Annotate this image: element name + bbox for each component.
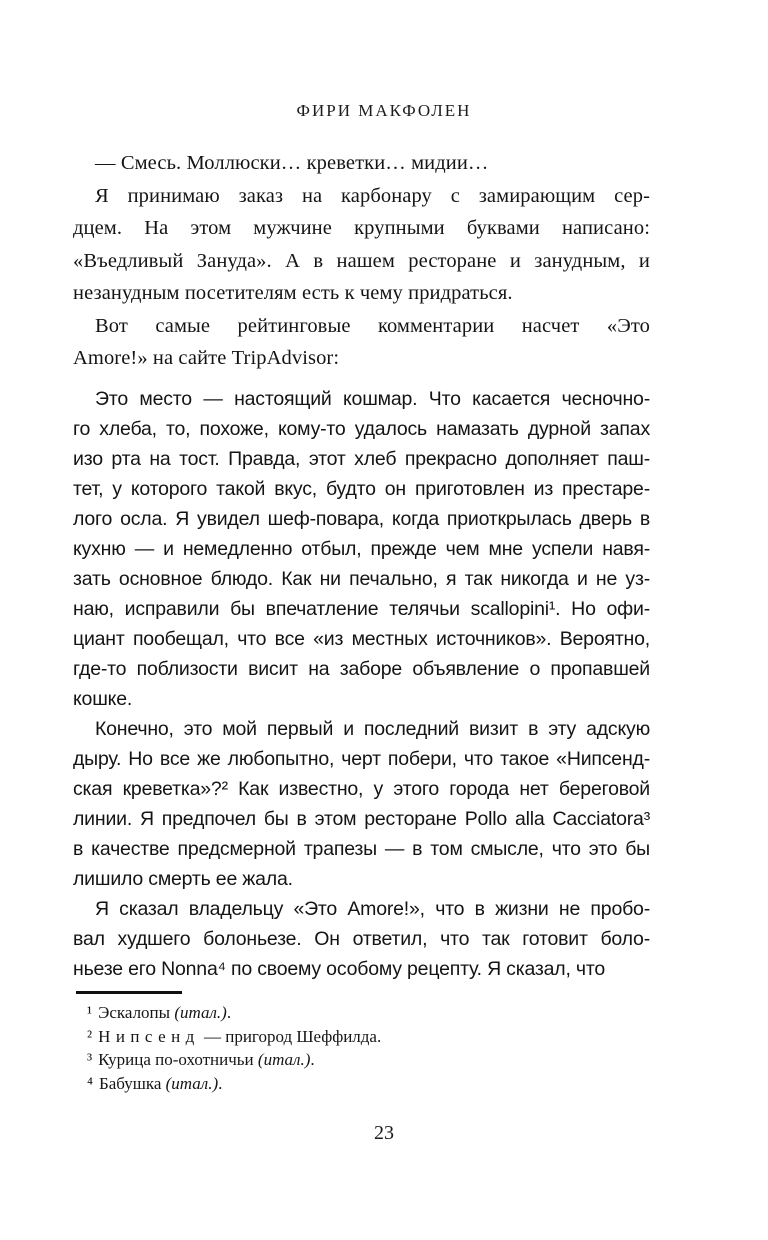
text-line: Я сказал владельцу «Это Amore!», что в жизни не пробо- (95, 898, 650, 920)
footnote-marker: ⁴ (87, 1073, 93, 1093)
text-line: кухню — и немедленно отбыл, прежде чем мне успели навя- (73, 538, 650, 560)
text-line: изо рта на тост. Правда, этот хлеб прекрасно дополняет паш- (73, 448, 650, 470)
footnote-text-letterspaced: Нипсенд (98, 1026, 200, 1046)
footnote-separator-rule (76, 991, 182, 994)
footnote-marker: ² (87, 1026, 93, 1046)
footnote-text: — пригород Шеффилда. (199, 1026, 382, 1046)
footnote-4 (73, 1072, 650, 1096)
footnotes (73, 1001, 650, 1095)
text-line: в качестве предсмерной трапезы — в том смысле, что это бы (73, 838, 650, 860)
running-header-author: ФИРИ МАКФОЛЕН (296, 101, 472, 120)
footnote-text: Бабушка (98, 1073, 166, 1093)
text-line: лого осла. Я увидел шеф-повара, когда приоткрылась дверь в (73, 508, 650, 530)
footnote-2 (73, 1025, 650, 1049)
text-line: ская креветка»?² Как известно, у этого города нет береговой (73, 778, 650, 800)
footnote-marker: ³ (87, 1050, 93, 1069)
review-quote-text (73, 384, 650, 984)
text-line: го хлеба, то, похоже, кому-то удалось намазать дурной запах (73, 418, 650, 440)
footnote-marker: ¹ (87, 1003, 93, 1022)
footnote-text-italic: (итал.) (257, 1050, 311, 1069)
footnote-1 (73, 1001, 650, 1025)
text-line: кошке. (73, 688, 133, 710)
footnote-text: . (226, 1003, 232, 1022)
page-number: 23 (374, 1122, 394, 1144)
text-line: наю, исправили бы впечатление телячьи scallopini¹. Но офи- (73, 598, 650, 620)
text-line: лишило смерть ее жала. (73, 868, 293, 890)
text-line: циант пообещал, что все «из местных источников». Вероятно, (73, 628, 650, 650)
text-line: дыру. Но все же любопытно, черт побери, что такое «Нипсенд- (73, 748, 650, 770)
footnote-text: Курица по-охотничьи (98, 1050, 258, 1069)
text-line: — Смесь. Моллюски… креветки… мидии… (95, 152, 489, 174)
footnote-text: . (218, 1073, 223, 1093)
text-line: ньезе его Nonna⁴ по своему особому рецепту. Я сказал, что (73, 958, 606, 980)
text-line: линии. Я предпочел бы в этом ресторане Pollo alla Cacciatora³ (73, 808, 650, 830)
text-line: «Въедливый Зануда». А в нашем ресторане и занудным, и (73, 249, 650, 272)
footnote-3 (73, 1048, 650, 1072)
footnote-text-italic: (итал.) (174, 1003, 227, 1022)
text-line: дцем. На этом мужчине крупными буквами написано: (73, 217, 650, 239)
text-line: вал худшего болоньезе. Он ответил, что так готовит боло- (73, 928, 650, 950)
text-line: зать основное блюдо. Как ни печально, я так никогда и не уз- (73, 568, 650, 590)
footnote-text-italic: (итал.) (165, 1073, 219, 1093)
narrative-text (73, 147, 650, 375)
text-line: Amore!» на сайте TripAdvisor: (73, 347, 340, 369)
text-line: Я принимаю заказ на карбонару с замирающим сер- (95, 184, 650, 207)
text-line: тет, у которого такой вкус, будто он приготовлен из престаре- (73, 478, 650, 500)
footnote-text: . (310, 1050, 315, 1069)
text-line: Вот самые рейтинговые комментарии насчет «Это (95, 314, 650, 337)
footnote-text: Эскалопы (98, 1003, 175, 1022)
text-line: Это место — настоящий кошмар. Что касается чесночно- (95, 388, 650, 410)
text-line: где-то поблизости висит на заборе объявление о пропавшей (73, 658, 650, 680)
text-line: незанудным посетителям есть к чему придраться. (73, 282, 513, 304)
text-line: Конечно, это мой первый и последний визит в эту адскую (95, 718, 650, 740)
